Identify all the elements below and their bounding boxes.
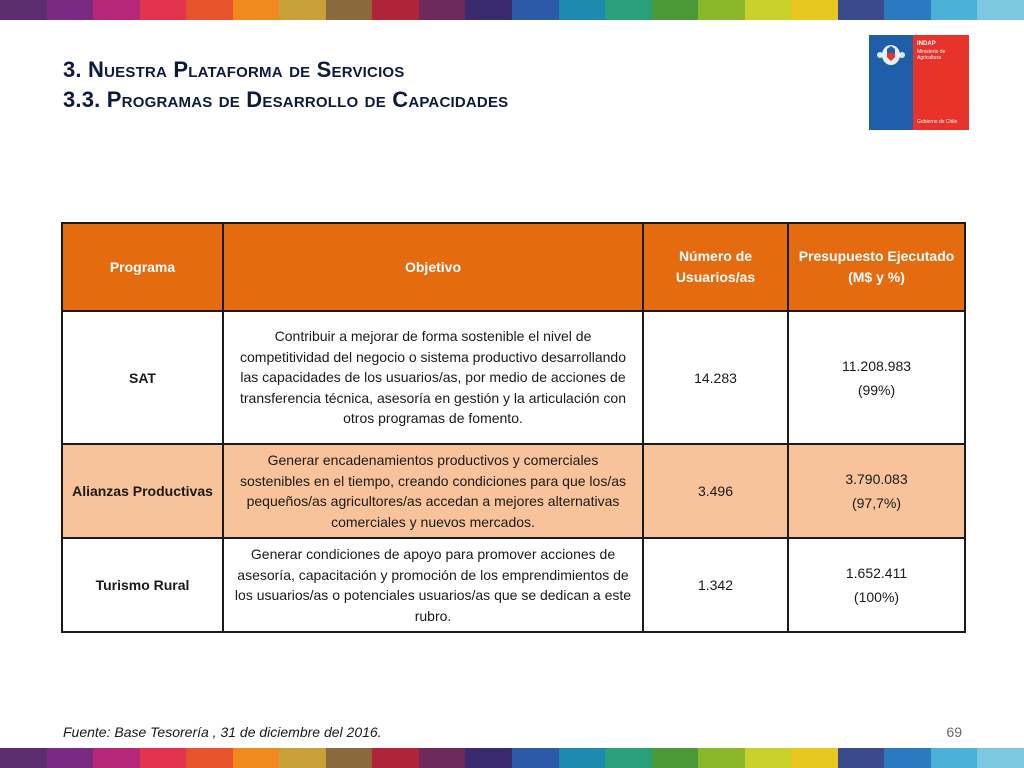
programs-table [61, 222, 966, 633]
chile-coat-of-arms-icon [875, 41, 907, 69]
program-objective: Generar condiciones de apoyo para promover acciones de asesoría, capacitación y promoción de los emprendimientos de los usuarios/as o potenciales usuarios/as que se dedican a este rubro. [223, 538, 643, 632]
table-header-row [62, 223, 965, 311]
source-note: Fuente: Base Tesorería , 31 de diciembre del 2016. [63, 724, 382, 740]
budget-percent: (97,7%) [851, 495, 902, 511]
table-row [62, 444, 965, 538]
program-budget [788, 444, 965, 538]
budget-amount: 1.652.411 [845, 565, 908, 581]
header-objetivo: Objetivo [223, 223, 643, 311]
program-users: 3.496 [643, 444, 788, 538]
program-budget [788, 311, 965, 444]
logo-org-name: INDAP [917, 41, 936, 47]
logo-ministry: Ministerio de Agricultura [917, 49, 946, 61]
header-usuarios: Número de Usuarios/as [643, 223, 788, 311]
budget-amount: 3.790.083 [845, 471, 908, 487]
table-row [62, 538, 965, 632]
slide-title-line-2: 3.3. Programas de Desarrollo de Capacidades [63, 87, 509, 112]
indap-logo [869, 35, 969, 130]
top-color-stripe [0, 0, 1024, 20]
budget-amount: 11.208.983 [841, 357, 912, 374]
program-objective: Generar encadenamientos productivos y comerciales sostenibles en el tiempo, creando condiciones para que los/as pequeños/as agricultores/as accedan a mejores alternativas comerciales y nuevos mercados. [223, 444, 643, 538]
program-users: 1.342 [643, 538, 788, 632]
budget-percent: (100%) [853, 589, 900, 605]
table-row [62, 311, 965, 444]
program-objective: Contribuir a mejorar de forma sostenible el nivel de competitividad del negocio o sistema productivo desarrollando las capacidades de los usuarios/as, por medio de acciones de transferencia técnica, asesoría en gestión y la articulación con otros programas de fomento. [223, 311, 643, 444]
logo-government: Gobierno de Chile [917, 119, 958, 125]
page-number: 69 [946, 724, 962, 740]
program-name: SAT [62, 311, 223, 444]
header-presupuesto: Presupuesto Ejecutado (M$ y %) [788, 223, 965, 311]
slide-title-line-1: 3. Nuestra Plataforma de Servicios [63, 57, 405, 82]
logo-blue-panel [869, 35, 913, 130]
header-programa: Programa [62, 223, 223, 311]
logo-red-panel [913, 35, 969, 130]
program-name: Alianzas Productivas [62, 444, 223, 538]
program-name: Turismo Rural [62, 538, 223, 632]
bottom-color-stripe [0, 748, 1024, 768]
budget-percent: (99%) [857, 381, 896, 398]
program-users: 14.283 [643, 311, 788, 444]
program-budget [788, 538, 965, 632]
slide-title [63, 55, 508, 115]
